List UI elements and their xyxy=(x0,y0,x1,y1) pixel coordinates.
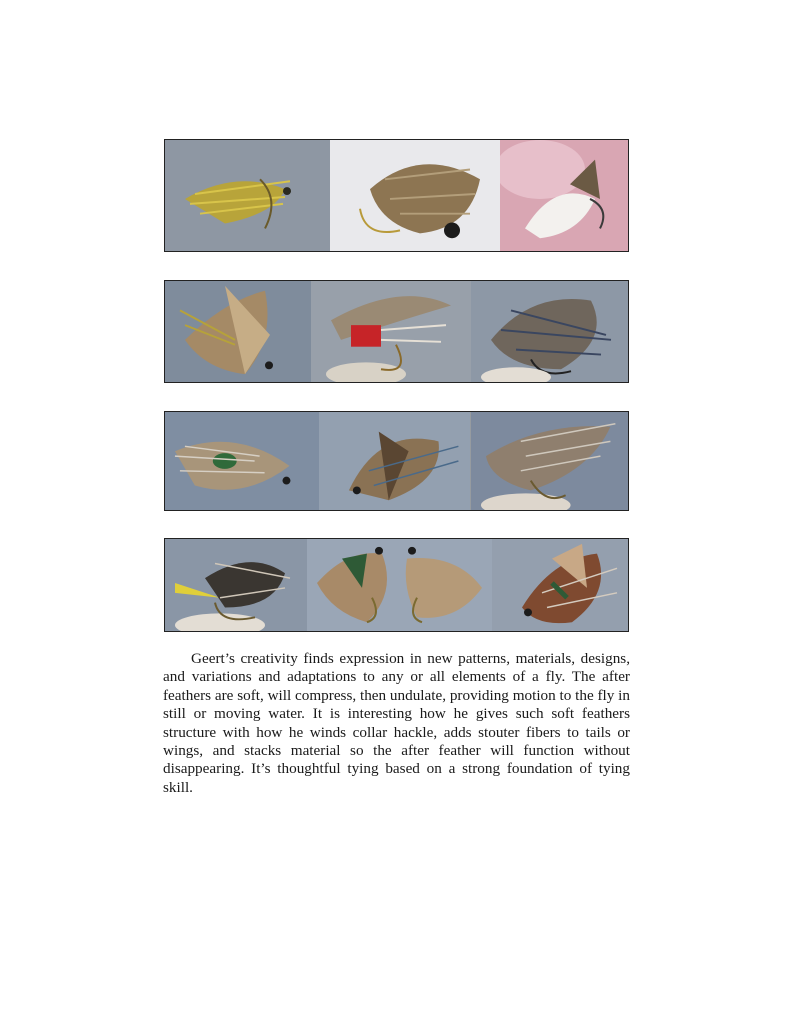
fly-photo-tan-wing xyxy=(492,539,628,631)
fly-photo-blue-dun xyxy=(471,281,628,382)
fly-photo-mottled-brown xyxy=(319,412,470,510)
fly-photo-brown-grizzly xyxy=(330,140,500,251)
fly-photo-yellow-olive xyxy=(165,140,330,251)
fly-photo-yellow-tail xyxy=(165,539,307,631)
photo-strip-1 xyxy=(164,139,629,252)
fly-photo-dun-on-stone xyxy=(471,412,628,510)
fly-photo-speckled-wing xyxy=(165,281,311,382)
photo-strip-3 xyxy=(164,411,629,511)
fly-photo-white-marabou xyxy=(500,140,628,251)
fly-photo-pair-speckled xyxy=(307,539,492,631)
body-paragraph: Geert’s creativity finds expression in new patterns, materials, designs, and variations and adaptations to any or all elements of a fly. The after feathers are soft, will compress, then undulate, providing motion to the fly in still or moving water. It is interesting how he gives such soft feathers structure with how he winds collar hackle, adds stouter fibers to tails or wings, and stacks material so the after feather will function without disappearing. It’s thoughtful tying based on a strong foundation of tying skill. xyxy=(163,650,630,796)
photo-strip-4 xyxy=(164,538,629,632)
photo-strip-2 xyxy=(164,280,629,383)
fly-photo-red-body xyxy=(311,281,471,382)
fly-photo-peacock-herl xyxy=(165,412,319,510)
